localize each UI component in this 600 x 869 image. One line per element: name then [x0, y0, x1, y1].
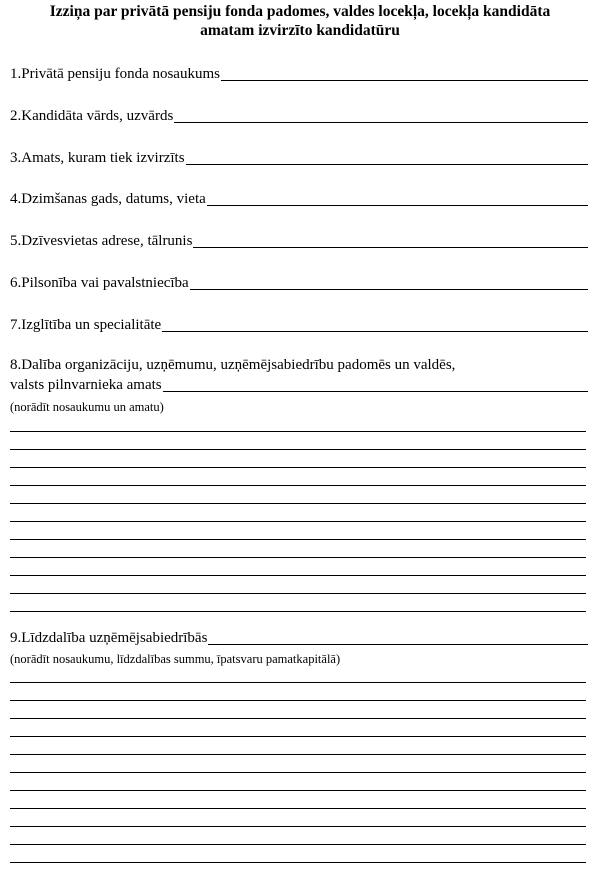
fill-line[interactable]	[10, 736, 586, 737]
field-label: 9.Līdzdalība uzņēmējsabiedrībās	[10, 630, 208, 646]
field-participation[interactable]	[10, 630, 588, 647]
fill-line[interactable]	[10, 790, 586, 791]
fill-line[interactable]	[207, 204, 588, 206]
fill-line[interactable]	[10, 754, 586, 755]
fill-line[interactable]	[208, 643, 588, 645]
fill-line[interactable]	[10, 772, 586, 773]
fill-line[interactable]	[10, 575, 586, 576]
fill-line[interactable]	[10, 449, 586, 450]
field-fund-name[interactable]	[10, 66, 588, 83]
field-label: 1.Privātā pensiju fonda nosaukums	[10, 66, 220, 82]
fill-line[interactable]	[221, 79, 588, 81]
fill-line[interactable]	[10, 431, 586, 432]
field-birth[interactable]	[10, 191, 588, 208]
field-membership-label: 8.Dalība organizāciju, uzņēmumu, uzņēmējsabiedrību padomēs un valdēs,	[10, 357, 456, 373]
fill-line[interactable]	[10, 467, 586, 468]
field-label: 2.Kandidāta vārds, uzvārds	[10, 108, 174, 124]
field-address-phone[interactable]	[10, 233, 588, 250]
field-label: 6.Pilsonība vai pavalstniecība	[10, 275, 189, 291]
fill-line[interactable]	[162, 330, 588, 332]
field-citizenship[interactable]	[10, 275, 588, 292]
form-title-line-1: Izziņa par privātā pensiju fonda padomes, valdes locekļa, locekļa kandidāta	[49, 3, 551, 20]
fill-line[interactable]	[10, 808, 586, 809]
fill-line[interactable]	[10, 862, 586, 863]
fill-line[interactable]	[10, 539, 586, 540]
fill-line[interactable]	[10, 700, 586, 701]
fill-line[interactable]	[193, 246, 588, 248]
fill-line[interactable]	[10, 521, 586, 522]
fill-line[interactable]	[10, 485, 586, 486]
fill-line[interactable]	[10, 557, 586, 558]
fill-line[interactable]	[190, 288, 588, 290]
field-label: 5.Dzīvesvietas adrese, tālrunis	[10, 233, 193, 249]
field-label: 7.Izglītība un specialitāte	[10, 317, 162, 333]
field-candidate-name[interactable]	[10, 108, 588, 125]
fill-line[interactable]	[10, 593, 586, 594]
fill-line[interactable]	[10, 844, 586, 845]
field-label: 4.Dzimšanas gads, datums, vieta	[10, 191, 206, 207]
field-membership[interactable]	[10, 377, 588, 394]
fill-line[interactable]	[174, 121, 588, 123]
fill-line[interactable]	[186, 163, 588, 165]
membership-note: (norādīt nosaukumu un amatu)	[10, 400, 164, 414]
field-label: valsts pilnvarnieka amats	[10, 377, 162, 393]
field-label: 3.Amats, kuram tiek izvirzīts	[10, 150, 185, 166]
field-education[interactable]	[10, 317, 588, 334]
fill-line[interactable]	[10, 611, 586, 612]
fill-line[interactable]	[10, 503, 586, 504]
fill-line[interactable]	[10, 718, 586, 719]
participation-note: (norādīt nosaukumu, līdzdalības summu, īpatsvaru pamatkapitālā)	[10, 652, 341, 666]
fill-line[interactable]	[10, 682, 586, 683]
form-title-line-2: amatam izvirzīto kandidatūru	[200, 22, 400, 39]
fill-line[interactable]	[10, 826, 586, 827]
field-position[interactable]	[10, 150, 588, 167]
fill-line[interactable]	[163, 390, 588, 392]
form-title	[0, 2, 600, 40]
